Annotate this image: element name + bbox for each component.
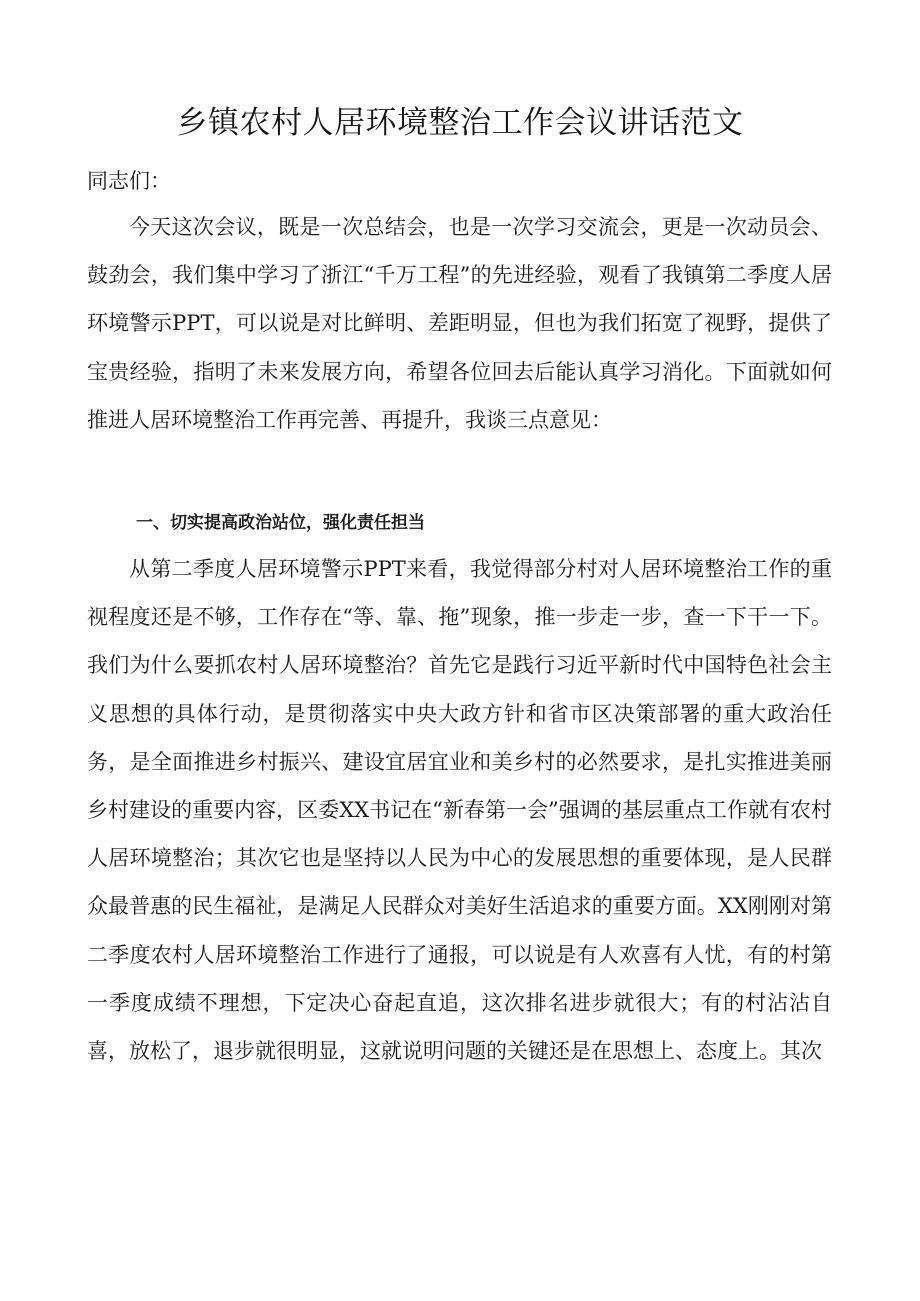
salutation: 同志们： [87, 169, 171, 193]
section-heading: 一、切实提高政治站位，强化责任担当 [136, 513, 425, 533]
section-paragraph: 从第二季度人居环境警示PPT来看，我觉得部分村对人居环境整治工作的重视程度还是不够，工作存在“等、靠、拖”现象，推一步走一步，查一下干一下。我们为什么要抓农村人居环境整治？首先它是践行习近平新时代中国特色社会主义思想的具体行动，是贯彻落实中央大政方针和省市区决策部署的重大政治任务，是全面推进乡村振兴、建设宜居宜业和美乡村的必然要求，是扎实推进美丽乡村建设的重要内容，区委XX书记在“新春第一会”强调的基层重点工作就有农村人居环境整治；其次它也是坚持以人民为中心的发展思想的重要体现，是人民群众最普惠的民生福祉，是满足人民群众对美好生活追求的重要方面。XX刚刚对第二季度农村人居环境整治工作进行了通报，可以说是有人欢喜有人忧，有的村第一季度成绩不理想，下定决心奋起直追，这次排名进步就很大；有的村沾沾自喜，放松了，退步就很明显，这就说明问题的关键还是在思想上、态度上。其次 [87, 557, 832, 1064]
document-title: 乡镇农村人居环境整治工作会议讲话范文 [176, 105, 744, 141]
opening-paragraph: 今天这次会议，既是一次总结会，也是一次学习交流会，更是一次动员会、鼓劲会，我们集中学习了浙江“千万工程”的先进经验，观看了我镇第二季度人居环境警示PPT，可以说是对比鲜明、差距明显，但也为我们拓宽了视野，提供了宝贵经验，指明了未来发展方向，希望各位回去后能认真学习消化。下面就如何推进人居环境整治工作再完善、再提升，我谈三点意见： [87, 215, 832, 432]
